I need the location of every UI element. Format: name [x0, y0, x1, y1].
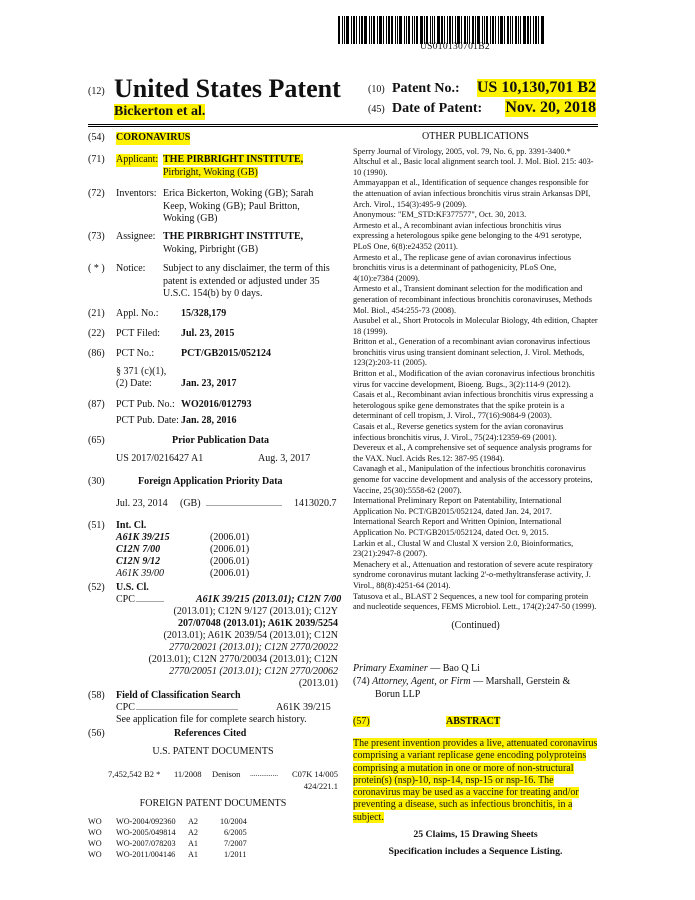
- appl-no: 15/328,179: [181, 308, 227, 319]
- prior-pub-title: Prior Publication Data: [172, 435, 270, 446]
- foreign-number: 1413020.7: [294, 498, 337, 509]
- examiner-name: — Bao Q Li: [430, 663, 480, 674]
- s371-date: Jan. 23, 2017: [181, 378, 237, 389]
- s371-label: § 371 (c)(1),: [116, 366, 167, 377]
- code-10: (10): [368, 84, 385, 95]
- patent-number: US 10,130,701 B2: [476, 79, 596, 96]
- field-code: (65): [88, 435, 105, 446]
- pct-pub-date: Jan. 28, 2016: [181, 415, 237, 426]
- s371-date-label: (2) Date:: [116, 378, 152, 389]
- claims-block: [353, 826, 598, 860]
- header-rule-2: [88, 126, 598, 127]
- cpc-line: (2013.01); C12N 9/127 (2013.01); C12Y: [173, 606, 338, 617]
- inventors-line: Woking (GB): [163, 213, 218, 224]
- intcl-class: A61K 39/00: [116, 568, 165, 579]
- header-rule: [88, 124, 598, 125]
- publication-entry: Anonymous: "EM_STD:KF377577", Oct. 30, 2013.: [353, 210, 527, 220]
- code-45: (45): [368, 104, 385, 115]
- attorney-name: — Marshall, Gerstein &: [473, 676, 571, 687]
- abstract-header: [353, 716, 598, 727]
- intcl-date: (2006.01): [210, 532, 250, 543]
- applicant-location: Pirbright, Woking (GB): [163, 166, 258, 178]
- intcl-row: [88, 532, 338, 544]
- cpc-line: 2770/20021 (2013.01); C12N 2770/20022: [169, 642, 338, 653]
- pct-pub-date-label: PCT Pub. Date:: [116, 415, 179, 426]
- examiner-label: Primary Examiner: [353, 663, 428, 674]
- us-docs-title: U.S. PATENT DOCUMENTS: [152, 746, 274, 757]
- pct-pub-label: PCT Pub. No.:: [116, 399, 175, 410]
- notice-line: U.S.C. 154(b) by 0 days.: [163, 288, 263, 299]
- intcl-class: A61K 39/215: [116, 532, 170, 543]
- intcl-row: [88, 544, 338, 556]
- field-code: (57): [353, 716, 370, 727]
- fp-no: WO-2007/078203: [116, 839, 176, 848]
- header-right: [368, 80, 596, 120]
- dot-leader: ..............: [136, 595, 164, 604]
- prior-pub-date: Aug. 3, 2017: [258, 453, 311, 464]
- fp-doc-row: [88, 838, 338, 849]
- fp-docs-list: [88, 816, 338, 860]
- patent-no-label: Patent No.:: [392, 81, 460, 96]
- inventors-label: Inventors:: [116, 188, 157, 199]
- intcl-date: (2006.01): [210, 544, 250, 555]
- attorney-label: Attorney, Agent, or Firm: [372, 676, 471, 687]
- field-code: (71): [88, 154, 105, 165]
- fp-doc-row: [88, 849, 338, 860]
- field-code: (21): [88, 308, 105, 319]
- cpc-line: 207/07048 (2013.01); A61K 2039/5254: [178, 618, 338, 629]
- field-of-search-title: Field of Classification Search: [116, 690, 241, 701]
- fp-doc-row: [88, 827, 338, 838]
- publication-entry: Armesto et al., Transient dominant selection for the modification and generation of recombinant infectious bronchitis coronaviruses, Methods Mol. Biol., 454:255-73 (2008).: [353, 284, 592, 315]
- dot-leader: ...............: [250, 769, 279, 778]
- us-doc-class2: 424/221.1: [303, 781, 338, 791]
- abstract-title: ABSTRACT: [446, 716, 501, 727]
- fp-kind: A2: [188, 828, 199, 837]
- field-code: (74): [353, 676, 370, 687]
- patent-date: Nov. 20, 2018: [505, 99, 596, 116]
- field-cpc: A61K 39/215: [276, 702, 331, 713]
- assignee-location: Woking, Pirbright (GB): [163, 243, 259, 255]
- cpc-line: (2013.01): [298, 678, 338, 689]
- cpc-label: CPC: [116, 594, 135, 605]
- abstract-text-block: [353, 738, 598, 824]
- sequence-listing-note: Specification includes a Sequence Listing.: [388, 846, 563, 857]
- publication-entry: Britton et al., Generation of a recombinant avian coronavirus infectious bronchitis virus using transient dominant selection, J. Virol. Methods, 123(2):203-11 (2005).: [353, 337, 591, 368]
- applicant-value: [163, 154, 320, 179]
- intcl-label: Int. Cl.: [116, 520, 147, 531]
- intcl-class: C12N 9/12: [116, 556, 161, 567]
- fp-doc-row: [88, 816, 338, 827]
- examiner-block: [353, 662, 598, 701]
- notice-text: [163, 263, 339, 301]
- publication-entry: Armesto et al., A recombinant avian infectious bronchitis virus expressing a heterologous spike gene belonging to the 4/91 serotype, PLoS One, 6(8):e24352 (2011).: [353, 220, 582, 251]
- pct-filed-date: Jul. 23, 2015: [181, 328, 235, 339]
- continued-note: (Continued): [451, 619, 500, 631]
- inventors-line: Keep, Woking (GB); Paul Britton,: [163, 200, 300, 212]
- fp-date: 1/2011: [224, 850, 247, 859]
- code-12: (12): [88, 86, 105, 97]
- other-publications-list: [353, 147, 598, 613]
- notice-line: patent is extended or adjusted under 35: [163, 275, 320, 287]
- appl-no-label: Appl. No.:: [116, 308, 159, 319]
- publication-entry: Ammayappan et al., Identification of sequence changes responsible for the attenuation of avian infectious bronchitis virus strain Arkansas DPI, Arch. Virol., 154(3):495-9 (2009).: [353, 178, 591, 209]
- field-code: (51): [88, 520, 105, 531]
- publication-entry: International Search Report and Written Opinion, International Application No. PCT/GB2015/052124, dated Oct. 9, 2015.: [353, 517, 562, 537]
- publication-entry: Altschul et al., Basic local alignment search tool. J. Mol. Biol. 215: 403-10 (1990).: [353, 157, 594, 177]
- cpc-line: 2770/20051 (2013.01); C12N 2770/20062: [169, 666, 338, 677]
- fp-kind: A2: [188, 817, 199, 826]
- notice-label: Notice:: [116, 263, 146, 274]
- date-label: Date of Patent:: [392, 101, 483, 116]
- field-code: (73): [88, 231, 105, 242]
- field-code: (56): [88, 728, 105, 739]
- fp-country: WO: [88, 828, 102, 837]
- field-code: (22): [88, 328, 105, 339]
- us-doc-no: 7,452,542 B2 *: [108, 769, 161, 779]
- publication-entry: Britton et al., Modification of the avian coronavirus infectious bronchitis virus for vaccine development, Bioeng. Bugs., 3(2):114-9 (2012).: [353, 369, 595, 389]
- pct-pub-no: WO2016/012793: [181, 399, 252, 410]
- fp-kind: A1: [188, 850, 199, 859]
- fp-no: WO-2004/092360: [116, 817, 176, 826]
- dot-leader: ...................................................: [136, 703, 238, 712]
- intcl-date: (2006.01): [210, 568, 250, 579]
- applicant-name: THE PIRBRIGHT INSTITUTE,: [163, 154, 304, 165]
- pct-filed-label: PCT Filed:: [116, 328, 160, 339]
- cpc-line: A61K 39/215 (2013.01); C12N 7/00: [196, 594, 342, 605]
- claims-count: 25 Claims, 15 Drawing Sheets: [413, 829, 538, 840]
- notice-line: Subject to any disclaimer, the term of this: [163, 263, 330, 274]
- inventors-line: Erica Bickerton, Woking (GB); Sarah: [163, 188, 314, 199]
- publication-entry: Menachery et al., Attenuation and restoration of severe acute respiratory syndrome coronavirus mutant lacking 2'-o-methyltransferase activity, J. Virol., 88(8):4251-64 (2014).: [353, 559, 593, 590]
- references-column: [353, 132, 598, 631]
- intcl-row: [88, 556, 338, 568]
- fp-no: WO-2011/004146: [116, 850, 176, 859]
- publication-entry: Ausubel et al., Short Protocols in Molecular Biology, 4th edition, Chapter 18 (1999).: [353, 316, 598, 336]
- uscl-label: U.S. Cl.: [116, 582, 149, 593]
- pct-no: PCT/GB2015/052124: [181, 348, 272, 359]
- field-code: (54): [88, 132, 105, 143]
- inventors-value: [163, 188, 320, 226]
- publication-entry: Armesto et al., The replicase gene of avian coronavirus infectious bronchitis virus is a determinant of pathogenicity, PLoS One, 4(10):e7384 (2009).: [353, 252, 572, 283]
- abstract-text: The present invention provides a live, attenuated coronavirus comprising a variant replicase gene encoding polyproteins comprising a mutation in one or more of non-structural protein(s) (nsp)-10, nsp-14, nsp-15 or nsp-16. The coronavirus may be used as a vaccine for treating and/or preventing a disease, such as infectious bronchitis, in a subject.: [353, 738, 598, 823]
- fp-no: WO-2005/049814: [116, 828, 176, 837]
- foreign-priority-title: Foreign Application Priority Data: [138, 476, 283, 487]
- barcode: [338, 16, 548, 44]
- foreign-date: Jul. 23, 2014: [116, 498, 168, 509]
- publication-entry: Devereux et al., A comprehensive set of sequence analysis programs for the VAX. Nucl. Acids Res.12: 387-95 (1984).: [353, 443, 592, 463]
- us-doc-date: 11/2008: [174, 769, 202, 779]
- barcode-number: US010130701B2: [420, 42, 490, 52]
- applicant-label: Applicant:: [116, 154, 159, 165]
- field-code: (58): [88, 690, 105, 701]
- field-cpc-label: CPC: [116, 702, 135, 713]
- fp-date: 10/2004: [220, 817, 247, 826]
- dot-leader: ......................................: [206, 499, 282, 508]
- field-code: (52): [88, 582, 105, 593]
- fp-date: 6/2005: [224, 828, 247, 837]
- field-code: (87): [88, 399, 105, 410]
- intcl-date: (2006.01): [210, 556, 250, 567]
- field-code: (72): [88, 188, 105, 199]
- prior-pub-no: US 2017/0216427 A1: [116, 453, 204, 464]
- refs-cited-title: References Cited: [174, 728, 247, 739]
- assignee-value: [163, 231, 320, 256]
- intcl-class: C12N 7/00: [116, 544, 161, 555]
- field-code: (30): [88, 476, 105, 487]
- publication-entry: Larkin et al., Clustal W and Clustal X version 2.0, Bioinformatics, 23(21):2947-8 (2007).: [353, 538, 574, 559]
- field-note: See application file for complete search history.: [116, 714, 307, 725]
- publication-entry: International Preliminary Report on Patentability, International Application No. PCT/GB2015/052124, dated Jan. 24, 2017.: [353, 496, 562, 516]
- fp-docs-title: FOREIGN PATENT DOCUMENTS: [139, 798, 287, 809]
- fp-date: 7/2007: [224, 839, 247, 848]
- publication-entry: Casais et al., Recombinant avian infectious bronchitis virus expressing a heterologous spike gene demonstrates that the spike protein is a determinant of cell tropism, J. Virol., 77(16):9084-9 (2003).: [353, 390, 594, 421]
- fp-country: WO: [88, 817, 102, 826]
- field-code: (86): [88, 348, 105, 359]
- document-type-title: United States Patent: [114, 74, 341, 103]
- field-code: ( * ): [88, 263, 105, 274]
- publication-entry: Cavanagh et al., Manipulation of the infectious bronchitis coronavirus genome for vaccine development and analysis of the accessory proteins, Vaccine, 25(30):5558-62 (2007).: [353, 464, 593, 495]
- intcl-list: [88, 532, 338, 580]
- fp-kind: A1: [188, 839, 199, 848]
- publication-entry: Casais et al., Reverse genetics system for the avian coronavirus infectious bronchitis virus, J. Virol., 75(24):12359-69 (2001).: [353, 422, 564, 442]
- cpc-line: (2013.01); C12N 2770/20034 (2013.01); C12N: [148, 654, 338, 665]
- intcl-row: [88, 568, 338, 580]
- cpc-line: (2013.01); A61K 2039/54 (2013.01); C12N: [163, 630, 338, 641]
- invention-title: CORONAVIRUS: [116, 132, 191, 143]
- assignee-name: THE PIRBRIGHT INSTITUTE,: [163, 231, 304, 242]
- attorney-name-cont: Borun LLP: [375, 689, 421, 700]
- fp-country: WO: [88, 839, 102, 848]
- foreign-country: (GB): [180, 498, 201, 509]
- fp-country: WO: [88, 850, 102, 859]
- us-doc-class: C07K 14/005: [291, 769, 338, 779]
- other-publications-title: OTHER PUBLICATIONS: [422, 131, 529, 142]
- inventors-short: Bickerton et al.: [114, 104, 206, 119]
- pct-no-label: PCT No.:: [116, 348, 155, 359]
- publication-entry: Sperry Journal of Virology, 2005, vol. 79, No. 6, pp. 3391-3400.*: [353, 146, 571, 156]
- assignee-label: Assignee:: [116, 231, 156, 242]
- publication-entry: Tatusova et al., BLAST 2 Sequences, a new tool for comparing protein and nucleotide sequences, FEMS Microbiol. Lett., 174(2):247-50 (1999).: [353, 591, 597, 612]
- us-doc-name: Denison: [212, 769, 241, 779]
